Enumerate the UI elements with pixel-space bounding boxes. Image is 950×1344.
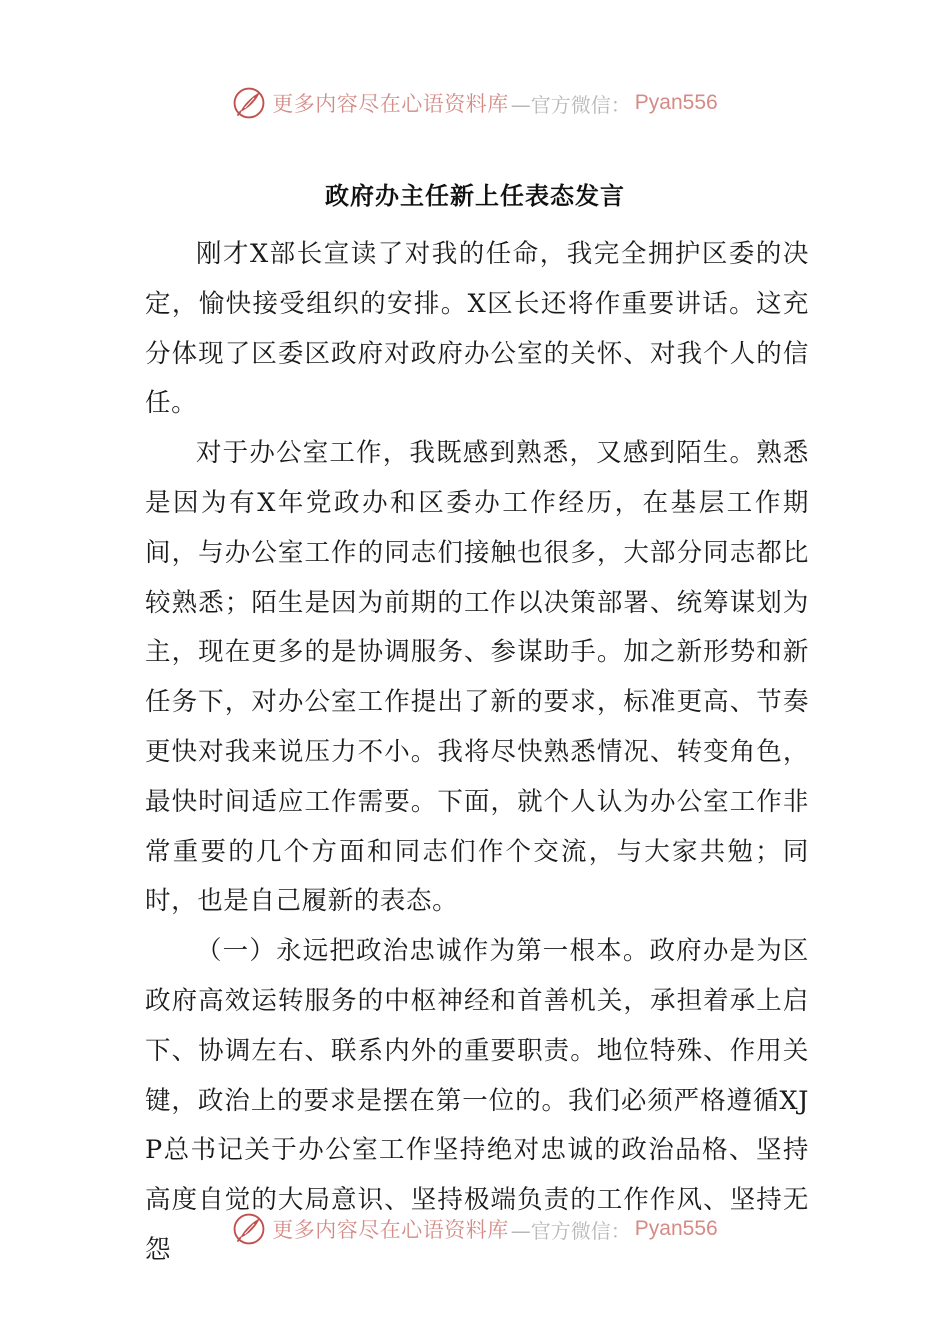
footer-watermark — [0, 1209, 950, 1249]
paragraph: （一）永远把政治忠诚作为第一根本。政府办是为区政府高效运转服务的中枢神经和首善机关，承担着承上启下、协调左右、联系内外的重要职责。地位特殊、作用关键，政治上的要求是摆在第一位的。我们必须严格遵循XJP总书记关于办公室工作坚持绝对忠诚的政治品格、坚持高度自觉的大局意识、坚持极端负责的工作作风、坚持无怨 — [145, 936, 809, 1265]
document-title: 政府办主任新上任表态发言 — [325, 181, 625, 210]
watermark-separator: —官方微信： — [510, 1218, 631, 1243]
header-watermark — [0, 83, 950, 123]
quill-pen-logo-icon — [232, 1212, 266, 1246]
watermark-wechat-id: Pyan556 — [634, 91, 718, 114]
document-body — [145, 230, 809, 1276]
watermark-site-text: 更多内容尽在心语资料库 — [272, 92, 509, 116]
watermark-wechat-id: Pyan556 — [634, 1217, 718, 1240]
quill-pen-logo-icon — [232, 86, 266, 120]
watermark-site-text: 更多内容尽在心语资料库 — [272, 1218, 509, 1242]
paragraph: 刚才X部长宣读了对我的任命，我完全拥护区委的决定，愉快接受组织的安排。X区长还将作重要讲话。这充分体现了区委区政府对政府办公室的关怀、对我个人的信任。 — [145, 239, 809, 419]
paragraph: 对于办公室工作，我既感到熟悉，又感到陌生。熟悉是因为有X年党政办和区委办工作经历，在基层工作期间，与办公室工作的同志们接触也很多，大部分同志都比较熟悉；陌生是因为前期的工作以决策部署、统筹谋划为主，现在更多的是协调服务、参谋助手。加之新形势和新任务下，对办公室工作提出了新的要求，标准更高、节奏更快对我来说压力不小。我将尽快熟悉情况、转变角色，最快时间适应工作需要。下面，就个人认为办公室工作非常重要的几个方面和同志们作个交流，与大家共勉；同时，也是自己履新的表态。 — [145, 438, 809, 917]
watermark-separator: —官方微信： — [510, 92, 631, 117]
